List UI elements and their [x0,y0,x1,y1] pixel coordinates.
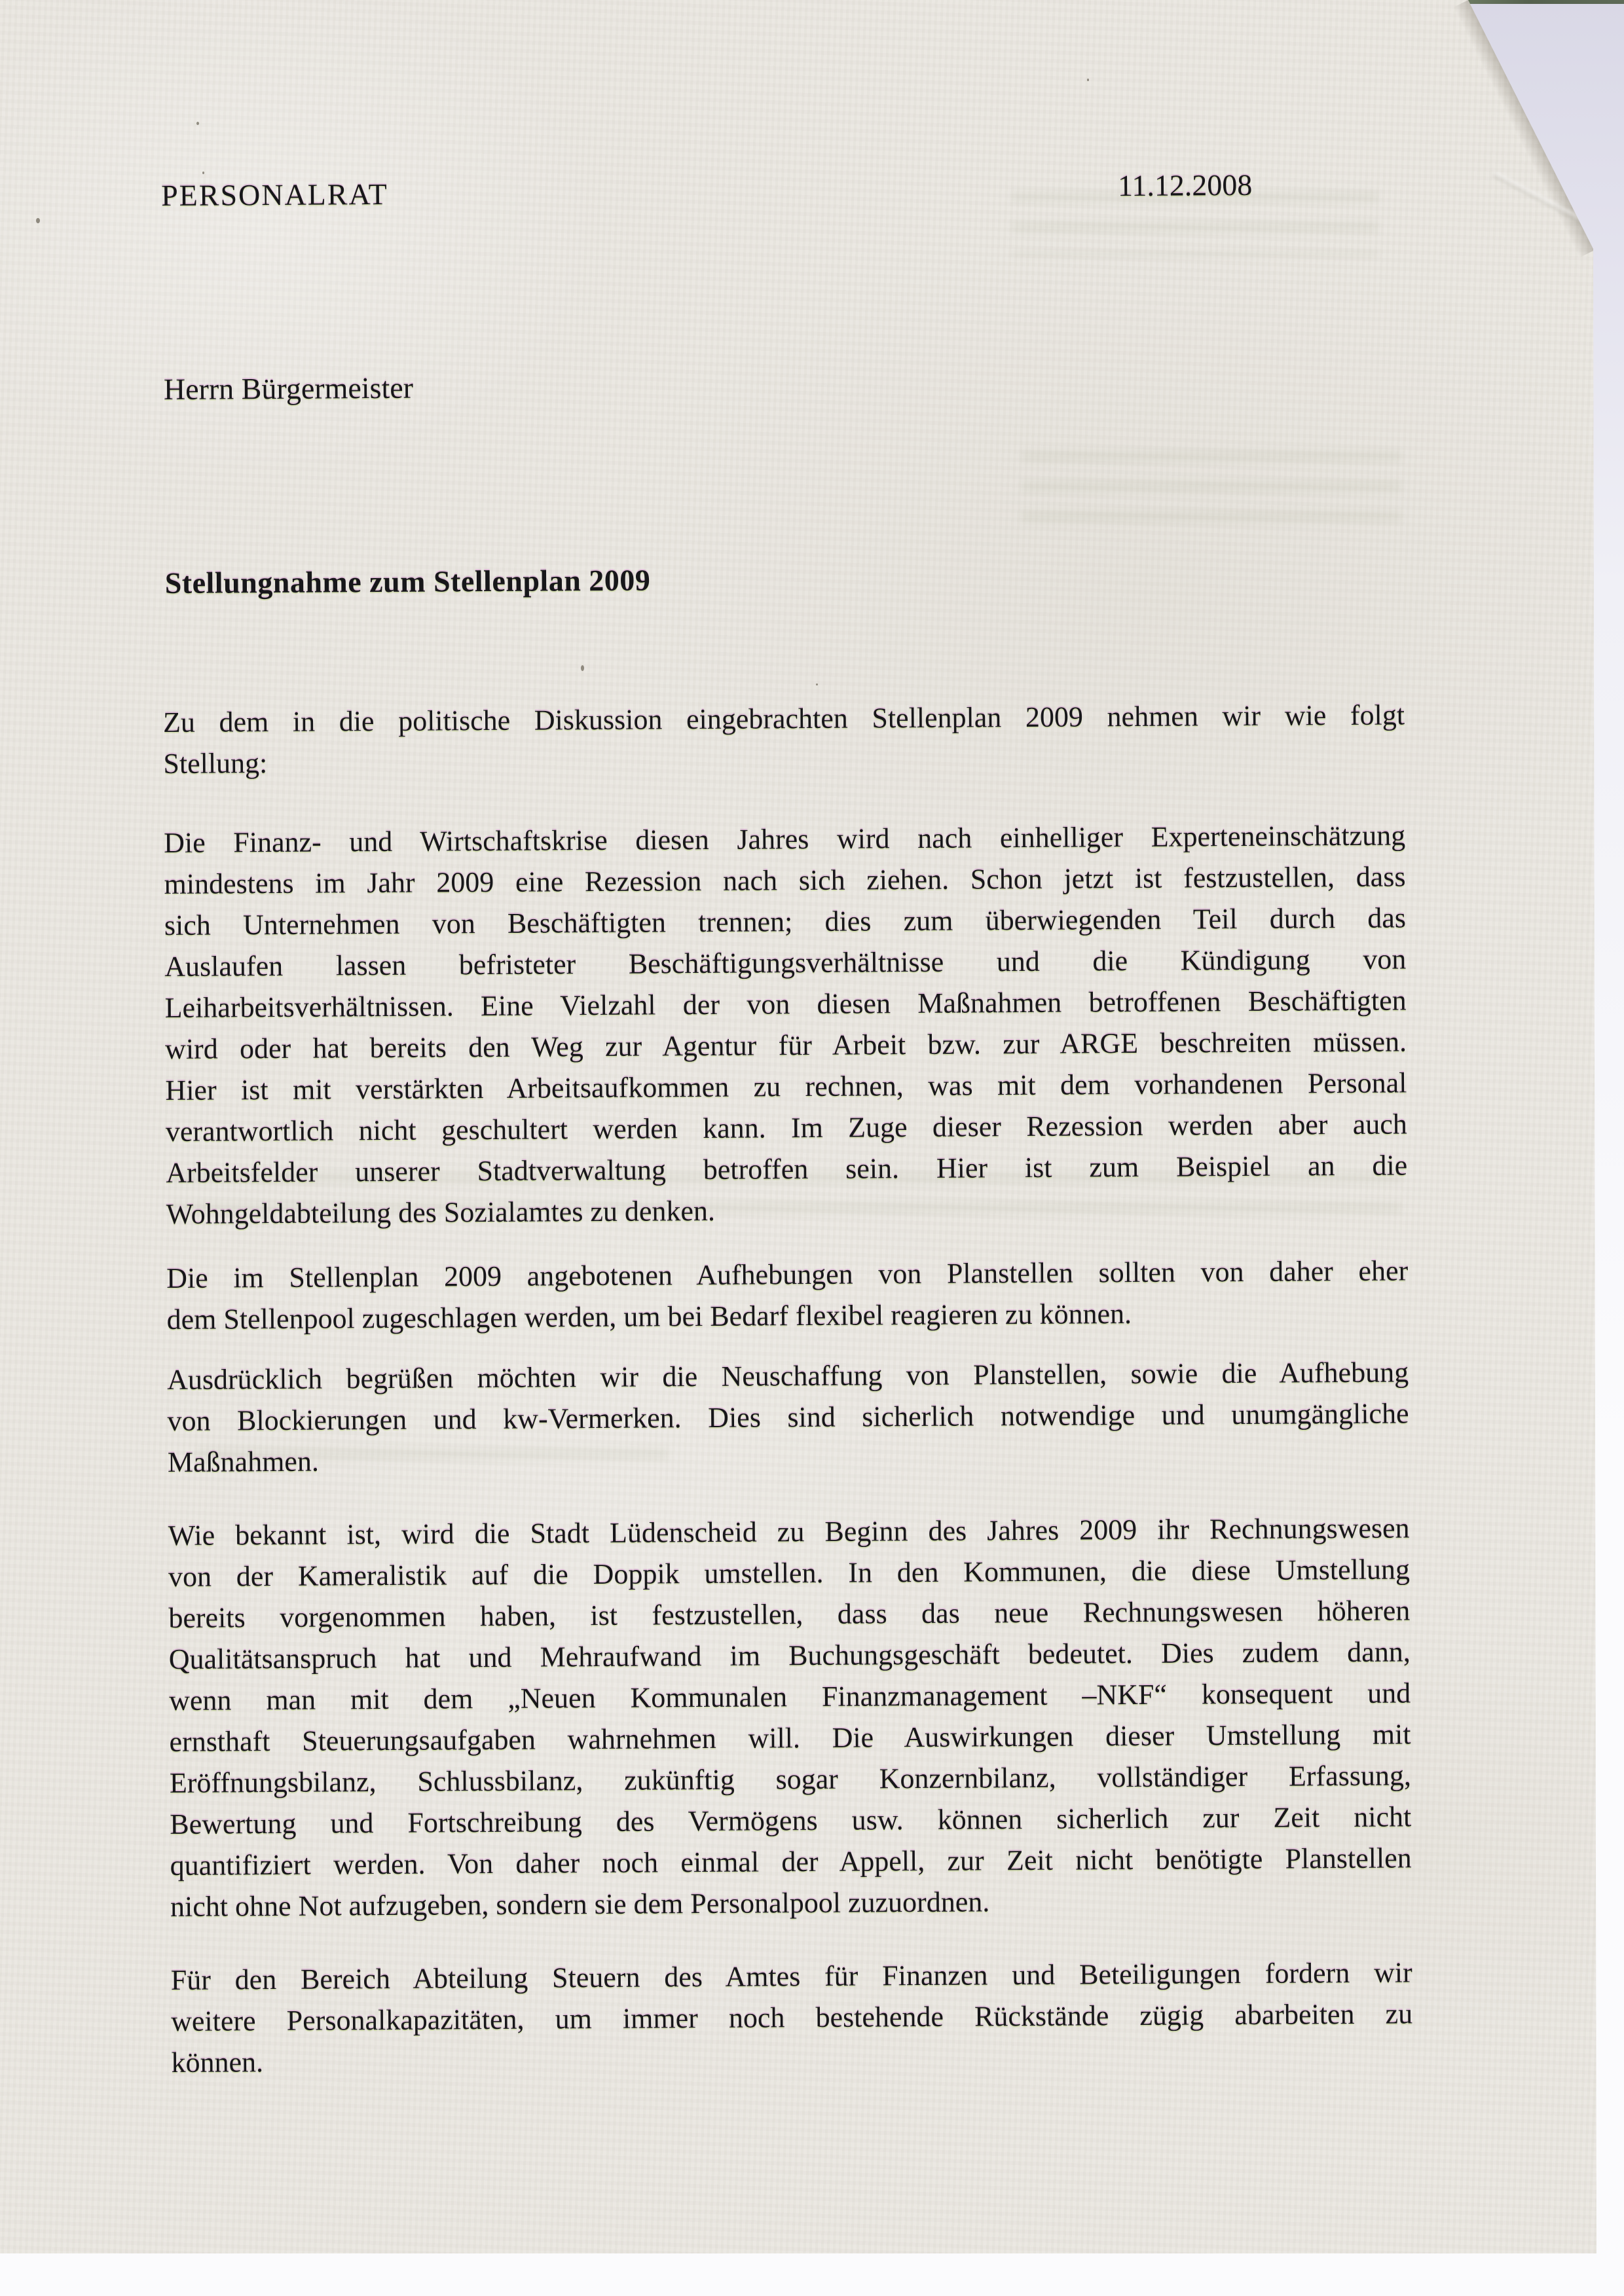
text-line: wird oder hat bereits den Weg zur Agentur für Arbeit bzw. zur ARGE beschreiten müssen. [164,1025,1407,1066]
text-line: weitere Personalkapazitäten, um immer noch bestehende Rückstände zügig abarbeiten zu [171,1997,1413,2038]
text-line: Die im Stellenplan 2009 angebotenen Aufhebungen von Planstellen sollten von daher eher [166,1254,1409,1295]
text-line: bereits vorgenommen haben, ist festzustellen, dass das neue Rechnungswesen höheren [168,1594,1411,1635]
text-line: Wie bekannt ist, wird die Stadt Lüdenscheid zu Beginn des Jahres 2009 ihr Rechnungswesen [168,1512,1410,1552]
text-line: Qualitätsanspruch hat und Mehraufwand im Buchungsgeschäft bedeutet. Dies zudem dann, [168,1635,1411,1676]
text-line: mindestens im Jahr 2009 eine Rezession nach sich ziehen. Schon jetzt ist festzustellen, dass [164,860,1406,901]
text-line: verantwortlich nicht geschultert werden kann. Im Zuge dieser Rezession werden aber auch [165,1108,1407,1148]
text-line: quantifiziert werden. Von daher noch einmal der Appell, zur Zeit nicht benötigte Planstellen [170,1842,1412,1882]
text-line: Auslaufen lassen befristeter Beschäftigungsverhältnisse und die Kündigung von [164,943,1407,983]
paragraph-intro [163,694,1405,784]
sender-name: PERSONALRAT [160,177,388,213]
text-line: sich Unternehmen von Beschäftigten trennen; dies zum überwiegenden Teil durch das [164,902,1407,942]
paragraph-doppik [168,1507,1412,1927]
text-line: Leiharbeitsverhältnissen. Eine Vielzahl der von diesen Maßnahmen betroffenen Beschäftigten [164,984,1407,1025]
text-line: Die Finanz- und Wirtschaftskrise diesen Jahres wird nach einhelliger Experteneinschätzung [164,819,1406,860]
text-line: wenn man mit dem „Neuen Kommunalen Finanzmanagement –NKF“ konsequent und [169,1677,1411,1717]
text-line: von der Kameralistik auf die Doppik umstellen. In den Kommunen, die diese Umstellung [168,1553,1411,1594]
text-line: Zu dem in die politische Diskussion eingebrachten Stellenplan 2009 nehmen wir wie folgt [162,699,1405,739]
paragraph-crisis [164,814,1408,1235]
text-line: von Blockierungen und kw-Vermerken. Dies sind sicherlich notwendige und unumgängliche [167,1397,1409,1438]
text-line: Bewertung und Fortschreibung des Vermögens usw. können sicherlich zur Zeit nicht [170,1800,1412,1841]
text-line: Ausdrücklich begrüßen möchten wir die Neuschaffung von Planstellen, sowie die Aufhebung [167,1356,1409,1396]
text-line: Stellung: [163,747,268,780]
text-line: Arbeitsfelder unserer Stadtverwaltung betroffen sein. Hier ist zum Beispiel an die [166,1149,1408,1190]
text-line: Wohngeldabteilung des Sozialamtes zu denken. [166,1194,716,1231]
paragraph-steuern [171,1952,1413,2083]
text-line: Für den Bereich Abteilung Steuern des Amtes für Finanzen und Beteiligungen fordern wir [170,1956,1412,1997]
text-line: nicht ohne Not aufzugeben, sondern sie dem Personalpool zuzuordnen. [170,1886,990,1923]
letter-date: 11.12.2008 [1117,168,1253,203]
recipient-line: Herrn Bürgermeister [163,371,414,407]
text-line: können. [171,2046,264,2079]
text-line: ernsthaft Steuerungsaufgaben wahrnehmen will. Die Auswirkungen dieser Umstellung mit [169,1718,1411,1758]
paragraph-stellenpool [166,1250,1409,1340]
text-line: Maßnahmen. [167,1445,320,1479]
text-line: dem Stellenpool zugeschlagen werden, um bei Bedarf flexibel reagieren zu können. [166,1298,1132,1336]
subject-line: Stellungnahme zum Stellenplan 2009 [164,563,651,600]
text-line: Eröffnungsbilanz, Schlussbilanz, zukünftig sogar Konzernbilanz, vollständiger Erfassung, [169,1759,1412,1800]
text-line: Hier ist mit verstärkten Arbeitsaufkommen zu rechnen, was mit dem vorhandenen Personal [165,1066,1407,1107]
paragraph-neuschaffung [167,1351,1409,1483]
